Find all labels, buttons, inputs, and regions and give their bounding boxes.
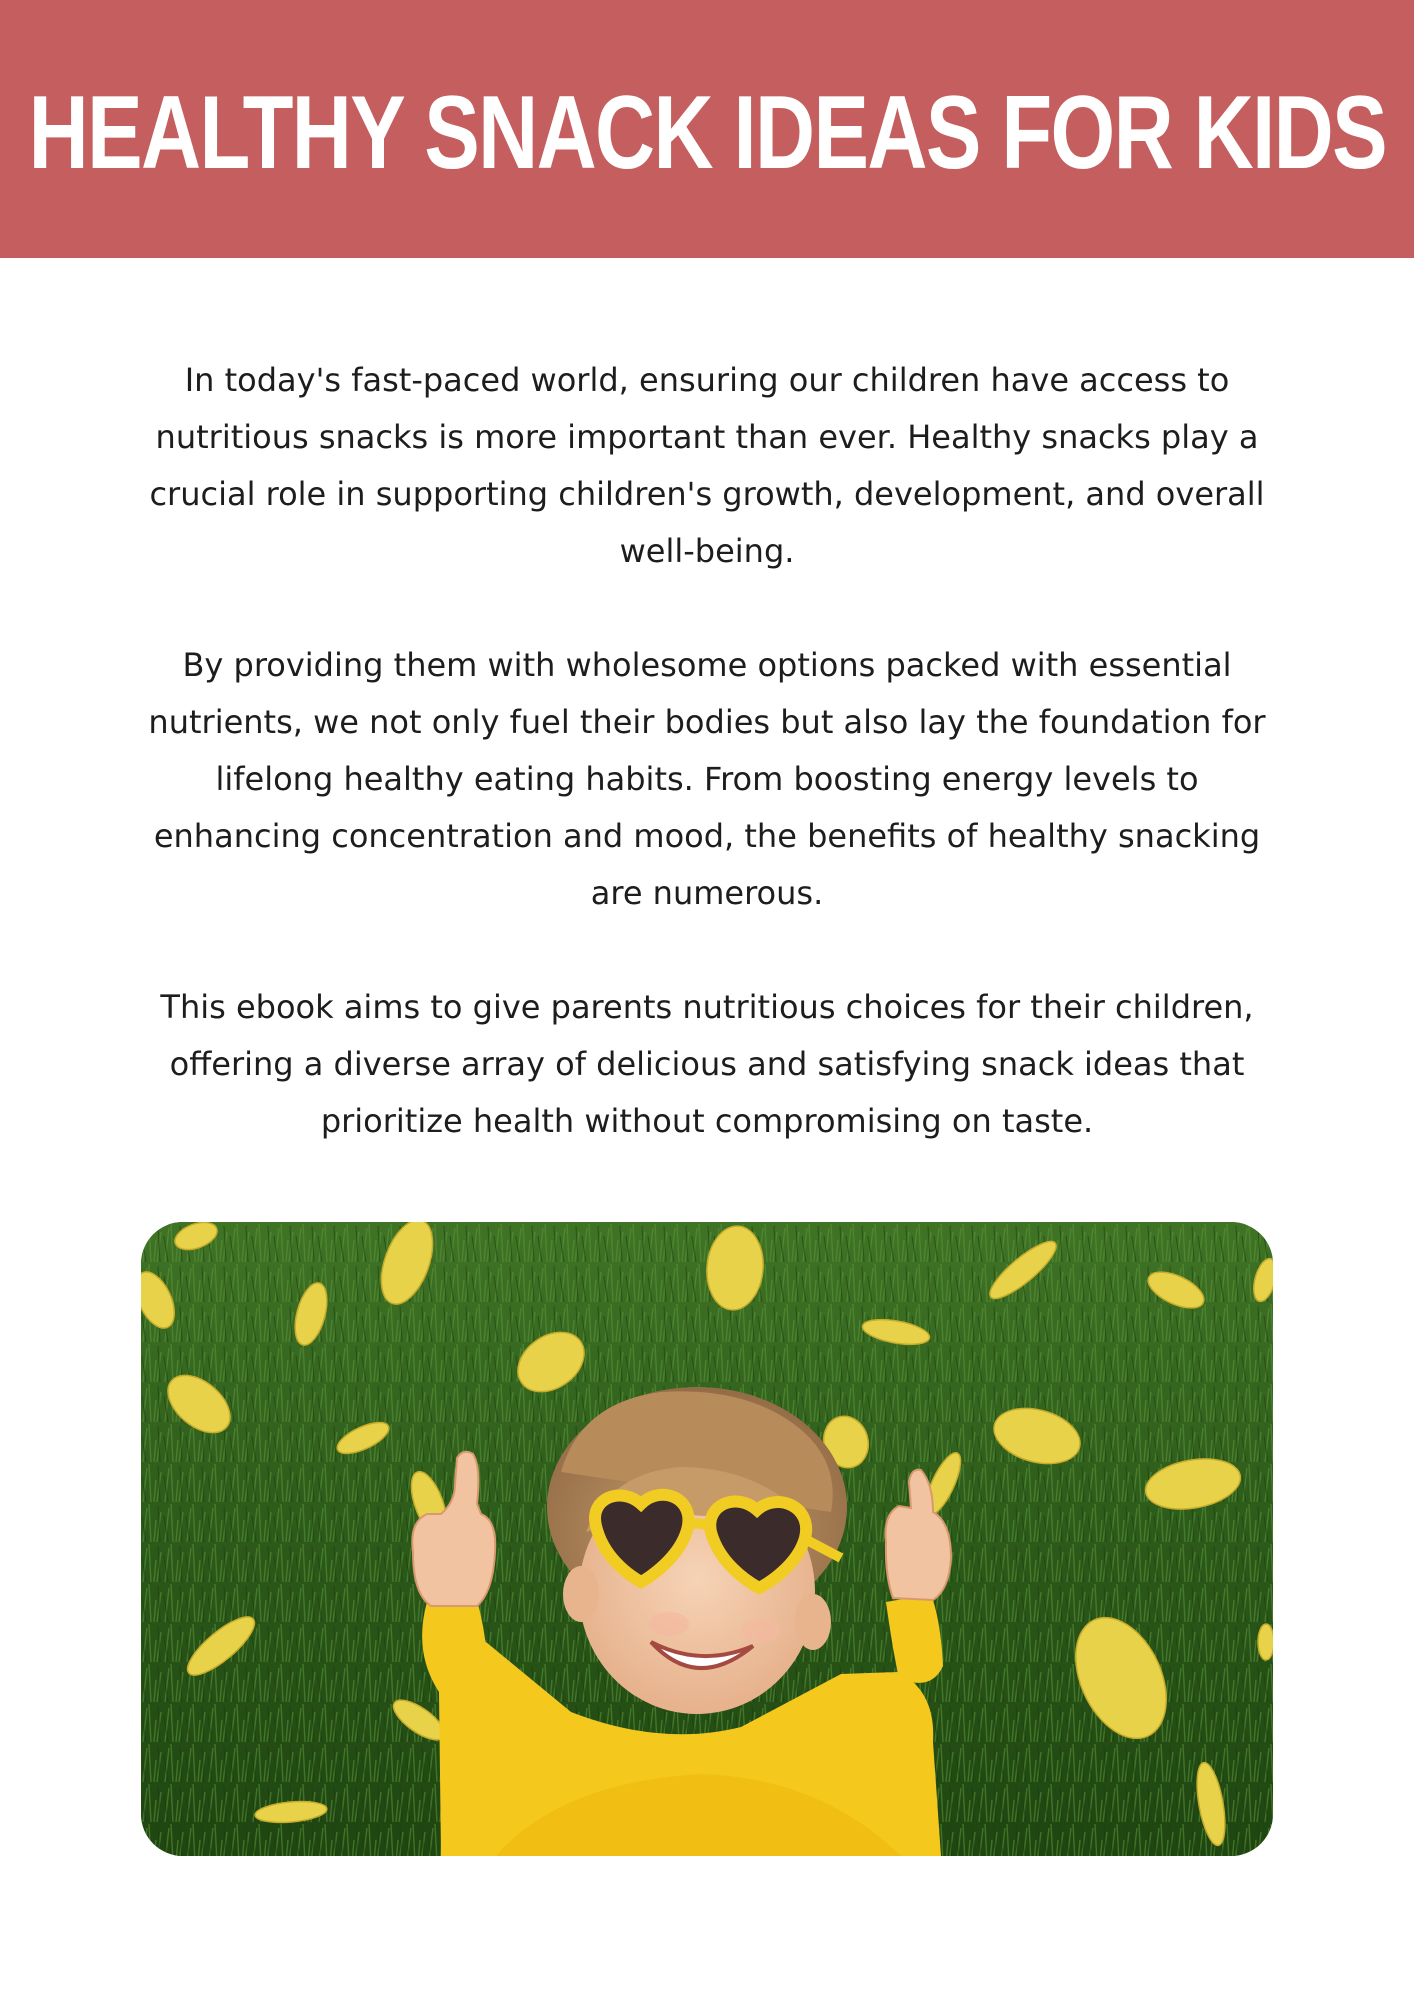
title-banner [0, 0, 1414, 258]
intro-paragraph-1: In today's fast-paced world, ensuring our children have access to nutritious snacks is more important than ever. Healthy snacks play a crucial role in supporting children's growth, development, and overall well-being. [149, 361, 1265, 570]
intro-paragraph-2: By providing them with wholesome options packed with essential nutrients, we not only fuel their bodies but also lay the foundation for lifelong healthy eating habits. From boosting energy levels to enhancing concentration and mood, the benefits of healthy snacking are numerous. [148, 646, 1266, 912]
intro-text [130, 352, 1284, 1150]
child-photo [141, 1222, 1273, 1856]
page-title: HEALTHY SNACK IDEAS FOR KIDS [28, 75, 1386, 191]
photo-child-in-grass-icon [141, 1222, 1273, 1856]
intro-paragraph-3: This ebook aims to give parents nutritious choices for their children, offering a diverse array of delicious and satisfying snack ideas that prioritize health without compromising on taste. [160, 988, 1254, 1140]
